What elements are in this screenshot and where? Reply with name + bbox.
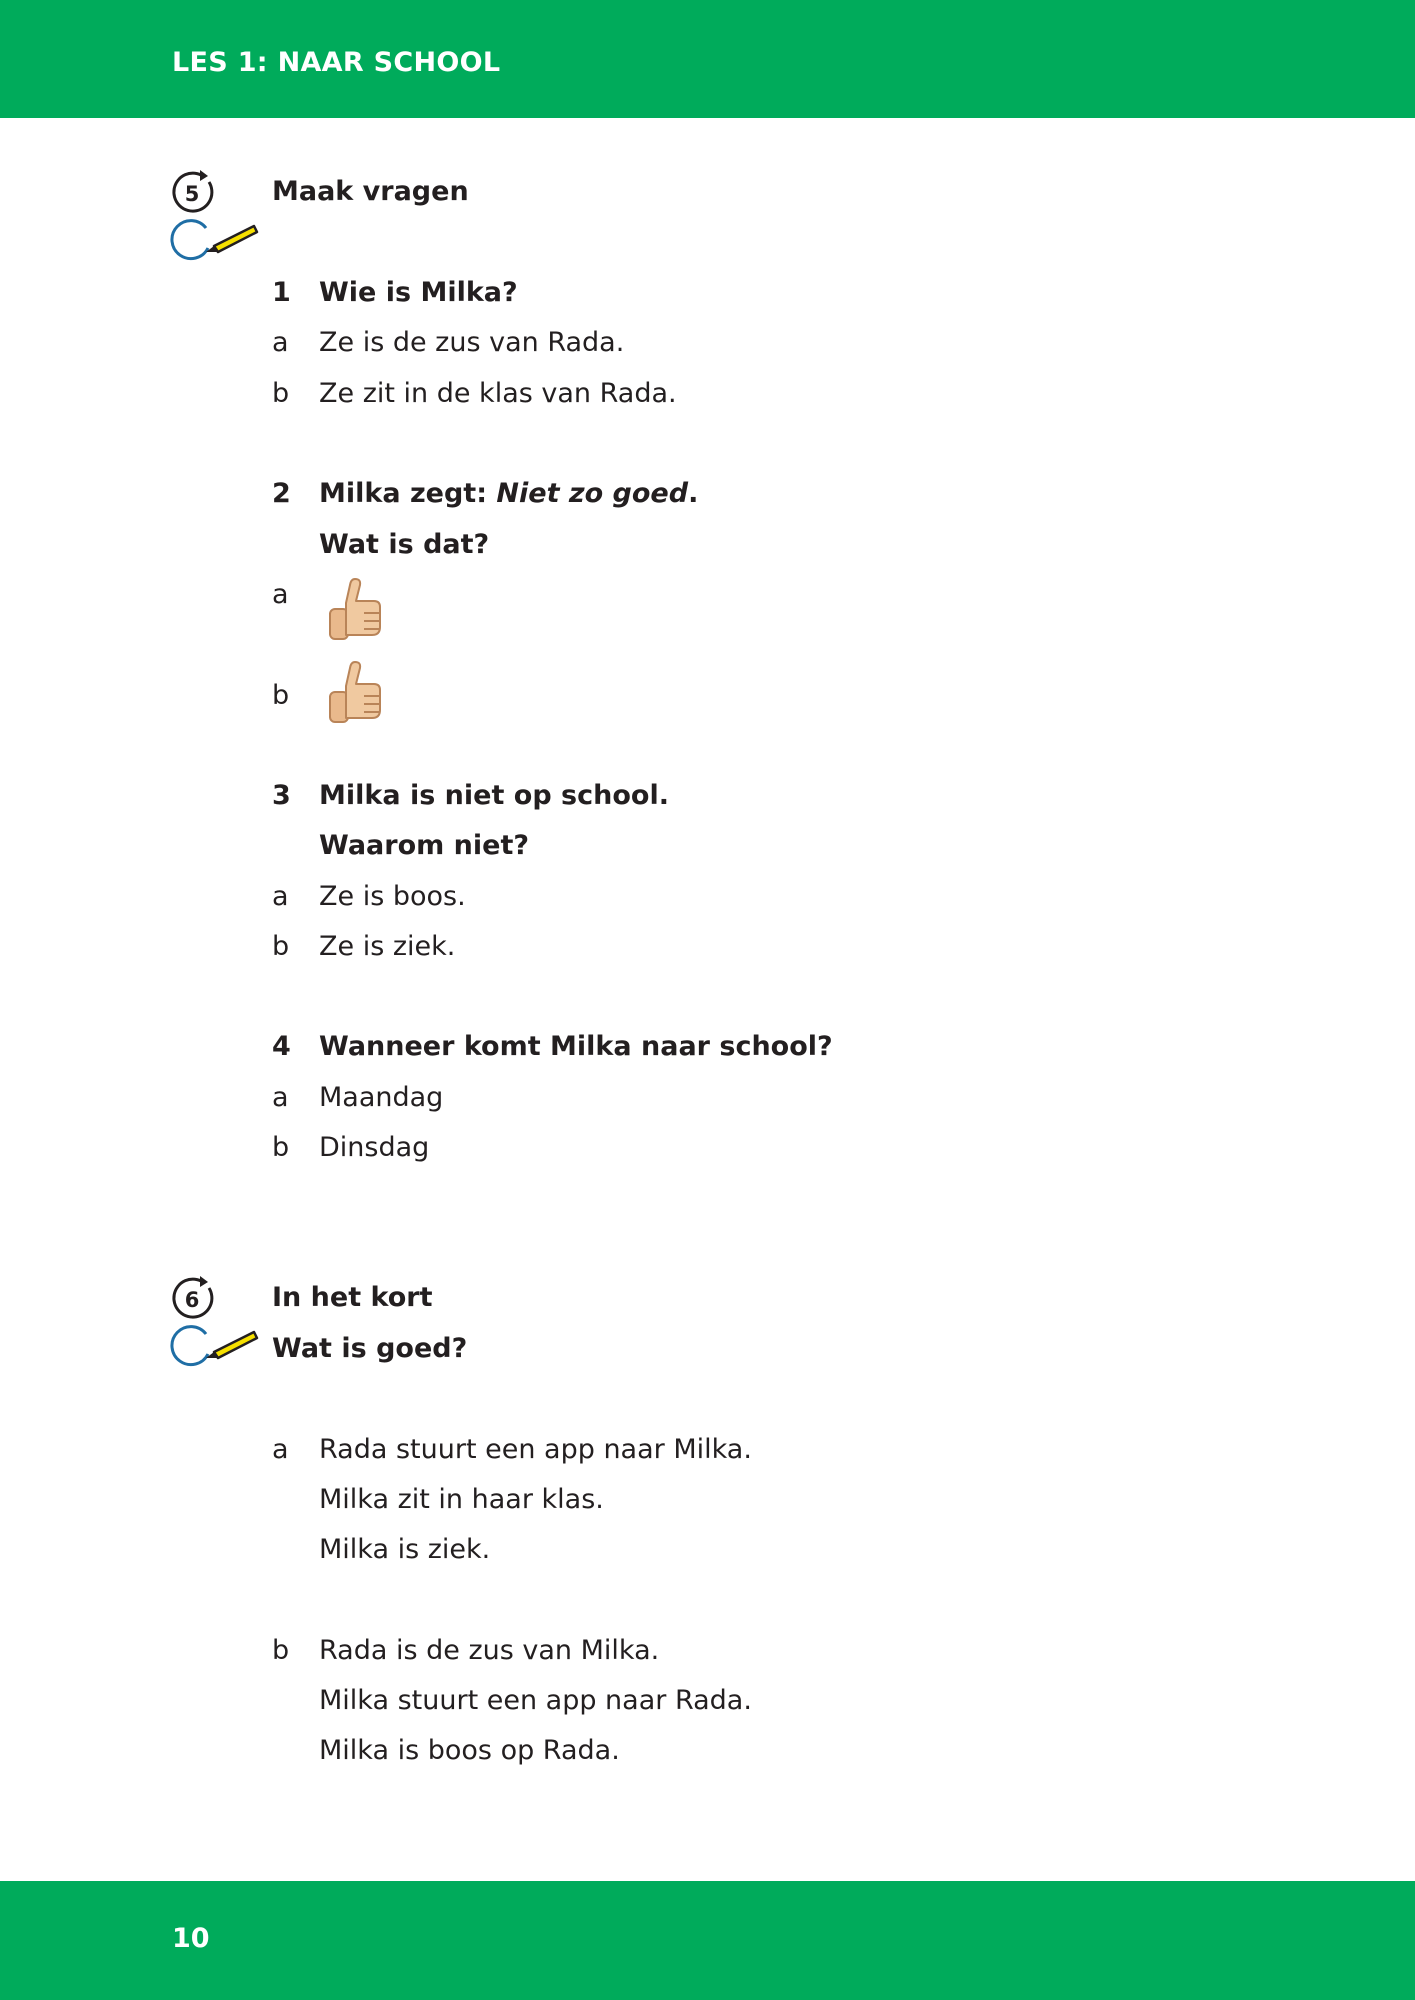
q4-option-b-text: Dinsdag [319, 1132, 430, 1163]
q3-option-b-letter: b [272, 931, 290, 962]
pencil-circle-icon [172, 221, 257, 259]
ex6-option-a-letter: a [272, 1434, 289, 1465]
q2-option-a-letter: a [272, 579, 289, 610]
ex6-option-b-line: Milka stuurt een app naar Rada. [319, 1685, 752, 1716]
thumbs-up-icon [324, 660, 390, 726]
q1-option-b-text: Ze zit in de klas van Rada. [319, 378, 677, 409]
exercise-number: 6 [184, 1288, 200, 1312]
replay-number-icon [174, 1276, 212, 1317]
ex6-option-a-line: Rada stuurt een app naar Milka. [319, 1434, 752, 1465]
exercise-5-icon [170, 168, 260, 264]
question-2-quote: Niet zo goed [496, 478, 689, 509]
exercise-6-title: In het kort [272, 1282, 433, 1313]
ex6-option-a-line: Milka is ziek. [319, 1534, 491, 1565]
q1-option-a-text: Ze is de zus van Rada. [319, 327, 625, 358]
question-4-text: Wanneer komt Milka naar school? [319, 1031, 833, 1062]
question-2-number: 2 [272, 478, 291, 509]
question-2-prefix: Milka zegt: [319, 478, 497, 509]
q3-option-b-text: Ze is ziek. [319, 931, 456, 962]
ex6-option-b-line: Milka is boos op Rada. [319, 1735, 620, 1766]
exercise-6-icon [170, 1274, 260, 1370]
question-4-number: 4 [272, 1031, 291, 1062]
question-2-text [319, 476, 698, 512]
exercise-5-title: Maak vragen [272, 176, 469, 207]
exercise-number: 5 [184, 182, 200, 206]
page-number: 10 [172, 1923, 210, 1954]
ex6-option-b-letter: b [272, 1635, 290, 1666]
q2-option-b-letter: b [272, 680, 290, 711]
replay-number-icon [174, 170, 212, 211]
question-1-number: 1 [272, 277, 291, 308]
q1-option-a-letter: a [272, 327, 289, 358]
q4-option-a-letter: a [272, 1082, 289, 1113]
q4-option-b-letter: b [272, 1132, 290, 1163]
question-3-line2: Waarom niet? [319, 830, 530, 861]
question-3-number: 3 [272, 780, 291, 811]
footer-band [0, 1881, 1415, 2000]
exercise-6-subtitle: Wat is goed? [272, 1333, 468, 1364]
ex6-option-b-line: Rada is de zus van Milka. [319, 1635, 660, 1666]
ex6-option-a-line: Milka zit in haar klas. [319, 1484, 604, 1515]
question-3-text: Milka is niet op school. [319, 780, 669, 811]
q4-option-a-text: Maandag [319, 1082, 444, 1113]
q3-option-a-text: Ze is boos. [319, 881, 466, 912]
pencil-circle-icon [172, 1327, 257, 1365]
question-2-line2: Wat is dat? [319, 529, 490, 560]
question-1-text: Wie is Milka? [319, 277, 518, 308]
page-header-title: LES 1: NAAR SCHOOL [172, 47, 501, 78]
q1-option-b-letter: b [272, 378, 290, 409]
q3-option-a-letter: a [272, 881, 289, 912]
question-2-suffix: . [688, 478, 699, 509]
thumbs-down-icon [324, 577, 390, 643]
